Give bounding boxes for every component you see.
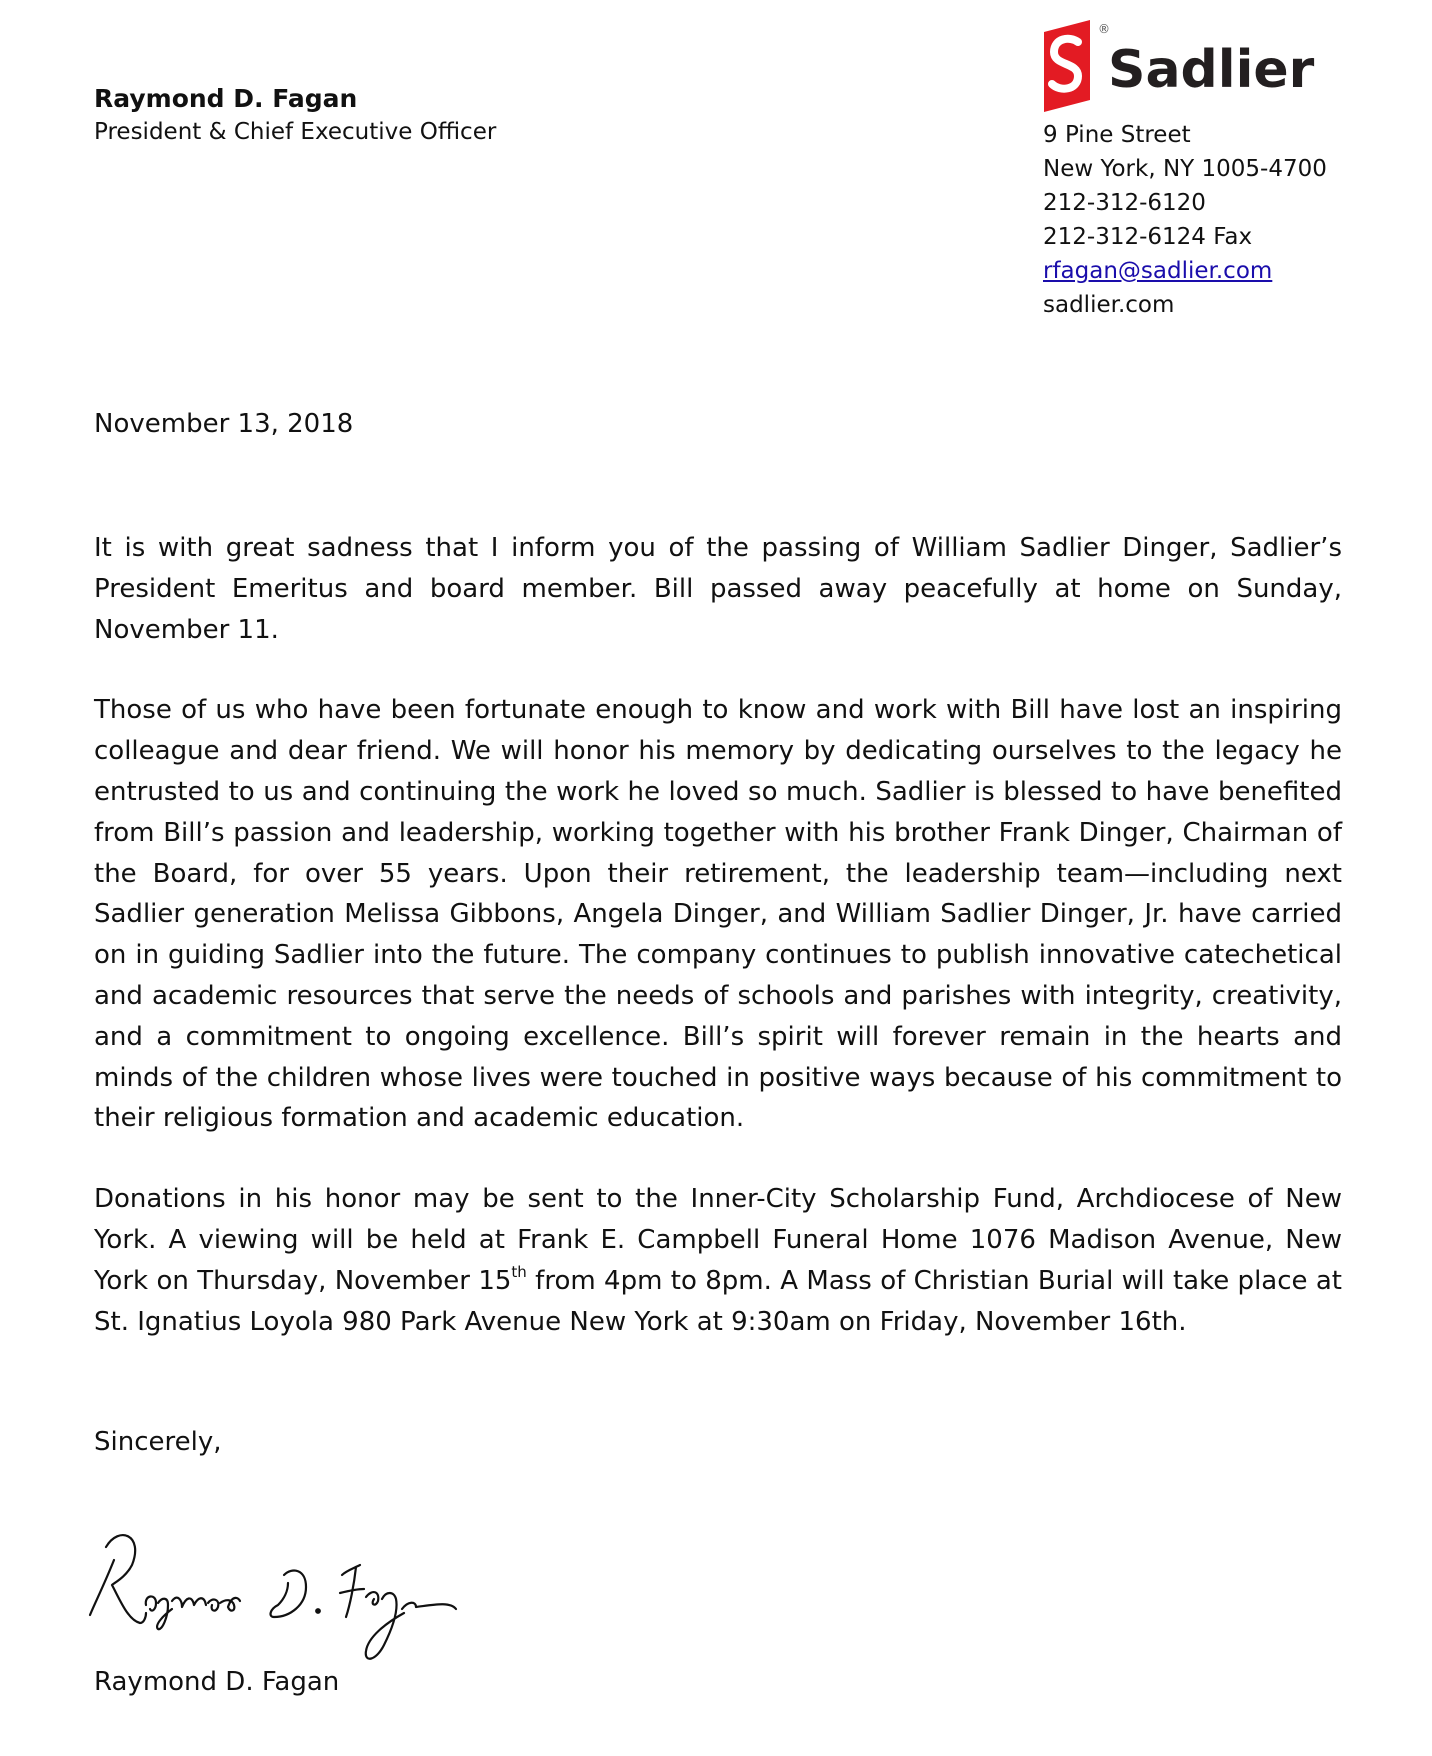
letter-date: November 13, 2018 [94, 409, 354, 439]
closing: Sincerely, [94, 1427, 222, 1457]
address-city: New York, NY 1005-4700 [1043, 156, 1327, 182]
signed-name: Raymond D. Fagan [94, 1667, 340, 1697]
address-block [1043, 118, 1327, 322]
sender-name: Raymond D. Fagan [94, 84, 358, 113]
paragraph-3-part-1: Donations in his honor may be sent to the Inner-City Scholarship Fund, Archdiocese of New York. A viewing will be held at Frank E. Campbell Funeral Home 1076 Madison Avenue, New York on Thursday, November 15 [94, 1184, 1342, 1296]
superscript-th: th [511, 1262, 527, 1281]
registered-mark: ® [1098, 22, 1110, 36]
sender-title: President & Chief Executive Officer [94, 119, 497, 145]
handwritten-signature [84, 1505, 514, 1665]
email-link[interactable]: rfagan@sadlier.com [1043, 258, 1273, 284]
website-text: sadlier.com [1043, 292, 1175, 318]
sadlier-logo [1040, 20, 1330, 112]
sender-block [94, 82, 496, 148]
address-fax: 212-312-6124 Fax [1043, 224, 1253, 250]
paragraph-2: Those of us who have been fortunate enough to know and work with Bill have lost an inspiring colleague and dear friend. We will honor his memory by dedicating ourselves to the legacy he entrusted to us and continuing the work he loved so much. Sadlier is blessed to have benefited from Bill’s passion and leadership, working together with his brother Frank Dinger, Chairman of the Board, for over 55 years. Upon their retirement, the leadership team—including next Sadlier generation Melissa Gibbons, Angela Dinger, and William Sadlier Dinger, Jr. have carried on in guiding Sadlier into the future. The company continues to publish innovative catechetical and academic resources that serve the needs of schools and parishes with integrity, creativity, and a commitment to ongoing excellence. Bill’s spirit will forever remain in the hearts and minds of the children whose lives were touched in positive ways because of his commitment to their religious formation and academic education. [94, 695, 1342, 1134]
paragraph-3-part-2: from 4pm to 8pm. A Mass of Christian Burial will take place at St. Ignatius Loyola 980 Park Avenue New York at 9:30am on Friday, November 16th. [94, 1265, 1343, 1337]
paragraph-1: It is with great sadness that I inform you of the passing of William Sadlier Dinger, Sadlier’s President Emeritus and board member. Bill passed away peacefully at home on Sunday, November 11. [94, 533, 1342, 645]
sadlier-logo-mark-icon [1040, 20, 1096, 112]
paragraph-3 [94, 1179, 1342, 1342]
letter-body [94, 528, 1342, 1382]
logo-wordmark: Sadlier [1108, 40, 1315, 100]
address-phone: 212-312-6120 [1043, 190, 1206, 216]
address-street: 9 Pine Street [1043, 122, 1191, 148]
